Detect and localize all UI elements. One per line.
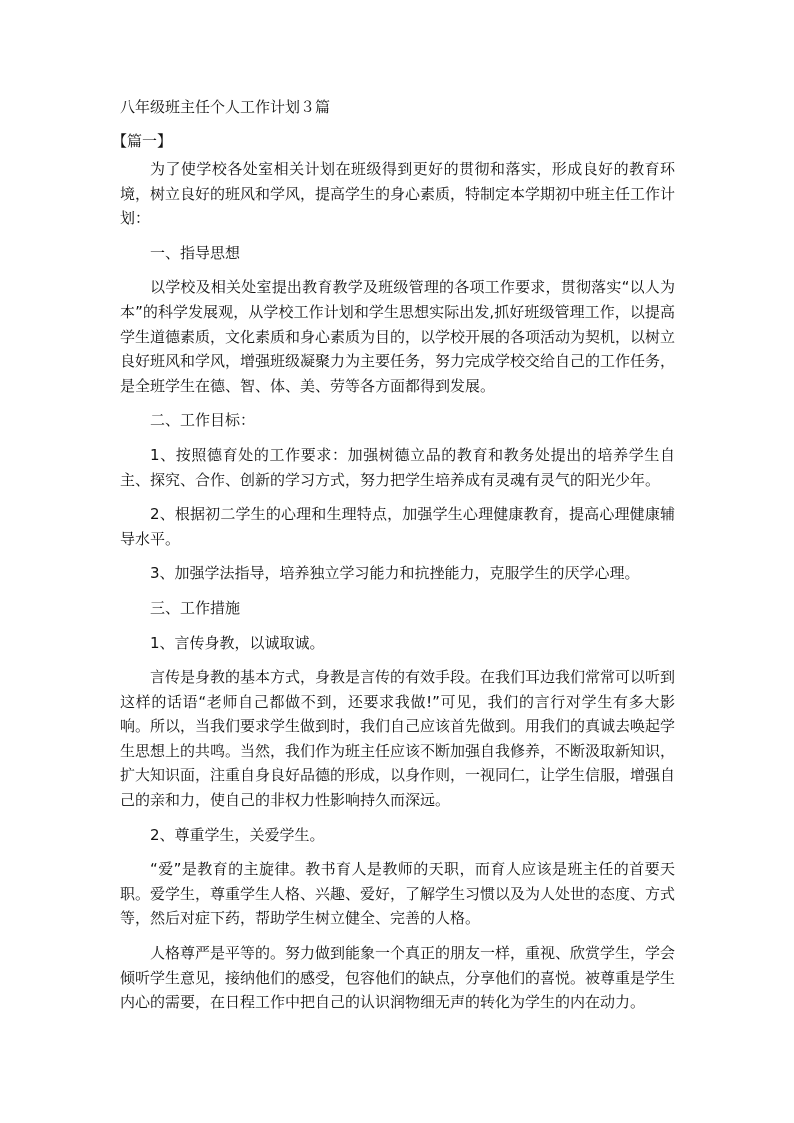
document-title: 八年级班主任个人工作计划３篇 (120, 98, 331, 116)
paragraph-dignity: 人格尊严是平等的。努力做到能象一个真正的朋友一样，重视、欣赏学生，学会倾听学生意见，接纳他们的感受，包容他们的缺点，分享他们的喜悦。被尊重是学生内心的需要，在日程工作中把自己的认识润物细无声的转化为学生的内在动力。 (120, 944, 676, 1012)
paragraph-intro: 为了使学校各处室相关计划在班级得到更好的贯彻和落实，形成良好的教育环境，树立良好的班风和学风，提高学生的身心素质，特制定本学期初中班主任工作计划： (120, 160, 676, 228)
heading-guiding-thought: 一、指导思想 (150, 243, 241, 262)
paragraph-goal-3: 3、加强学法指导，培养独立学习能力和抗挫能力，克服学生的厌学心理。 (150, 564, 640, 583)
heading-work-goals: 二、工作目标： (150, 411, 256, 430)
paragraph-measure-1: 言传是身教的基本方式，身教是言传的有效手段。在我们耳边我们常常可以听到这样的话语“老师自己都做不到，还要求我做!”可见，我们的言行对学生有多大影响。所以，当我们要求学生做到时，我们自己应该首先做到。用我们的真诚去唤起学生思想上的共鸣。当然，我们作为班主任应该不断加强自我修养，不断汲取新知识，扩大知识面，注重自身良好品德的形成，以身作则，一视同仁，让学生信服，增强自己的亲和力，使自己的非权力性影响持久而深远。 (120, 668, 676, 810)
heading-work-measures: 三、工作措施 (150, 598, 241, 617)
paragraph-goal-1: 1、按照德育处的工作要求：加强树德立品的教育和教务处提出的培养学生自主、探究、合作、创新的学习方式，努力把学生培养成有灵魂有灵气的阳光少年。 (120, 445, 675, 489)
document-body (120, 157, 675, 1025)
subheading-measure-1: 1、言传身教，以诚取诚。 (150, 633, 325, 652)
section-label: 【篇一】 (112, 132, 173, 150)
paragraph-guiding-thought: 以学校及相关处室提出教育教学及班级管理的各项工作要求，贯彻落实“以人为本”的科学发展观，从学校工作计划和学生思想实际出发,抓好班级管理工作，以提高学生道德素质，文化素质和身心素质为目的，以学校开展的各项活动为契机，以树立良好班风和学风，增强班级凝聚力为主要任务，努力完成学校交给自己的工作任务，是全班学生在德、智、体、美、劳等各方面都得到发展。 (120, 278, 676, 395)
paragraph-love: “爱”是教育的主旋律。教书育人是教师的天职，而育人应该是班主任的首要天职。爱学生，尊重学生人格、兴趣、爱好，了解学生习惯以及为人处世的态度、方式等，然后对症下药，帮助学生树立健全、完善的人格。 (120, 860, 676, 928)
subheading-measure-2: 2、尊重学生，关爱学生。 (150, 825, 325, 844)
paragraph-goal-2: 2、根据初二学生的心理和生理特点，加强学生心理健康教育，提高心理健康辅导水平。 (120, 505, 675, 548)
